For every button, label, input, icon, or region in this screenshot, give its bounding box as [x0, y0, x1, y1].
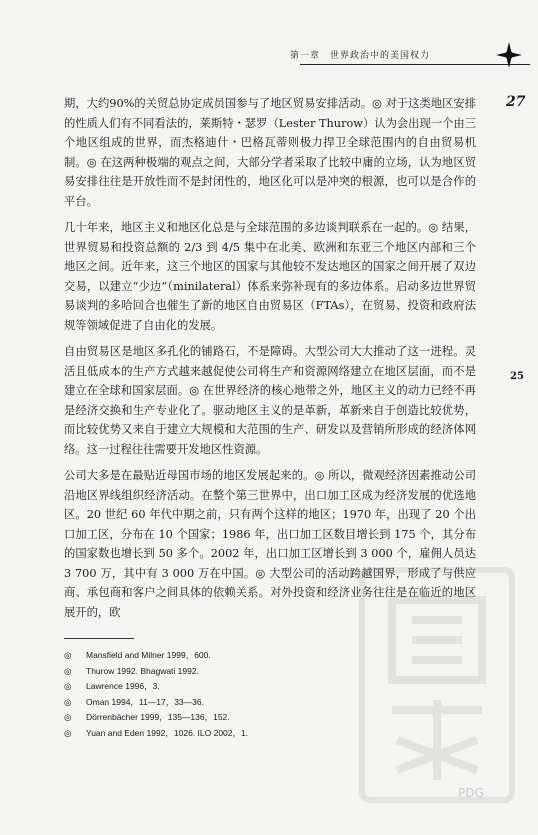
- footnote-text: Yuan and Eden 1992，1026. ILO 2002，1.: [86, 727, 249, 738]
- footnote-mark: ◎: [64, 696, 72, 707]
- footnote-text: Oman 1994，11—17，33—36.: [86, 696, 204, 707]
- footnote-mark: ◎: [64, 650, 72, 660]
- running-title: 第一章 世界政治中的美国权力: [290, 51, 431, 61]
- footnote-text: Mansfield and Milner 1999，600.: [86, 650, 211, 660]
- seal-watermark-icon: [352, 560, 522, 820]
- paragraph: 期，大约90%的关贸总协定成员国参与了地区贸易安排活动。◎ 对于这类地区安排的性质人们有不同看法的，莱斯特・瑟罗（Lester Thurow）认为会出现一个由三个地区组成的世界，而杰格迪什・巴格瓦蒂则极力捍卫全球范围内的自由贸易机制。◎ 在这两种极端的观点之间，大部分学者采取了比较中庸的立场，认为地区贸易安排往往是开放性而不是封闭性的，地区化可以是冲突的根源，也可以是合作的平台。: [64, 97, 476, 208]
- body-text: [64, 94, 476, 622]
- footnote-text: Lawrence 1996，3.: [86, 681, 160, 691]
- running-header: [0, 40, 538, 70]
- paragraph: 几十年来，地区主义和地区化总是与全球范围的多边谈判联系在一起的。◎ 结果，世界贸易和投资总额的 2/3 到 4/5 集中在北美、欧洲和东亚三个地区内部和三个地区之间。近年来，这三个地区的国家与其他较不发达地区的国家之间开展了双边交易，以建立“少边”（minilateral）体系来弥补现有的多边体系。启动多边世界贸易谈判的多哈回合也催生了新的地区自由贸易区（FTAs），在贸易、投资和政府法规等领域促进了自由化的发展。: [64, 221, 476, 332]
- footnote-mark: ◎: [64, 727, 72, 738]
- paragraph: 公司大多是在最贴近母国市场的地区发展起来的。◎ 所以，微观经济因素推动公司沿地区界线组织经济活动。在整个第三世界中，出口加工区成为经济发展的优选地区。20 世纪 60 年代中期之前，只有两个这样的地区；1970 年，出现了 20 个出口加工区，分布在 10 个国家；1986 年，出口加工区数目增长到 175 个，其分布的国家数也增长到 50 多个。2002 年，出口加工区增长到 3 000 个，雇佣人员达 3 700 万，其中有 3 000 万在中国。◎ 大型公司的活动跨越国界，形成了与供应商、承包商和客户之间具体的依赖关系。对外投资和经济业务往往是在临近的地区展开的，欧: [64, 469, 476, 619]
- footnote-text: Dörrenbächer 1999，135—136，152.: [86, 712, 230, 722]
- paragraph: 自由贸易区是地区多孔化的铺路石，不是障碍。大型公司大大推动了这一进程。灵活且低成本的生产方式越来越促使公司将生产和资源网络建立在地区层面，而不是建立在全球和国家层面。◎ 在世界经济的核心地带之外，地区主义的动力已经不再是经济交换和生产专业化了。驱动地区主义的是革新，革新来自于创造比较优势，而比较优势又来自于建立大规模和大范围的生产、研发以及营销所形成的经济体网络。这一过程往往需要开发地区性资源。: [64, 345, 476, 456]
- footnote-mark: ◎: [64, 665, 72, 676]
- footnote-mark: ◎: [64, 681, 72, 691]
- watermark-label: PDG: [458, 786, 484, 800]
- footnote-rule: [64, 638, 134, 639]
- page-number: 27: [506, 94, 526, 110]
- star-ornament-icon: [496, 42, 522, 68]
- original-page-number: 25: [510, 371, 524, 382]
- footnote-mark: ◎: [64, 712, 72, 722]
- footnote-text: Thurow 1992. Bhagwati 1992.: [86, 665, 199, 676]
